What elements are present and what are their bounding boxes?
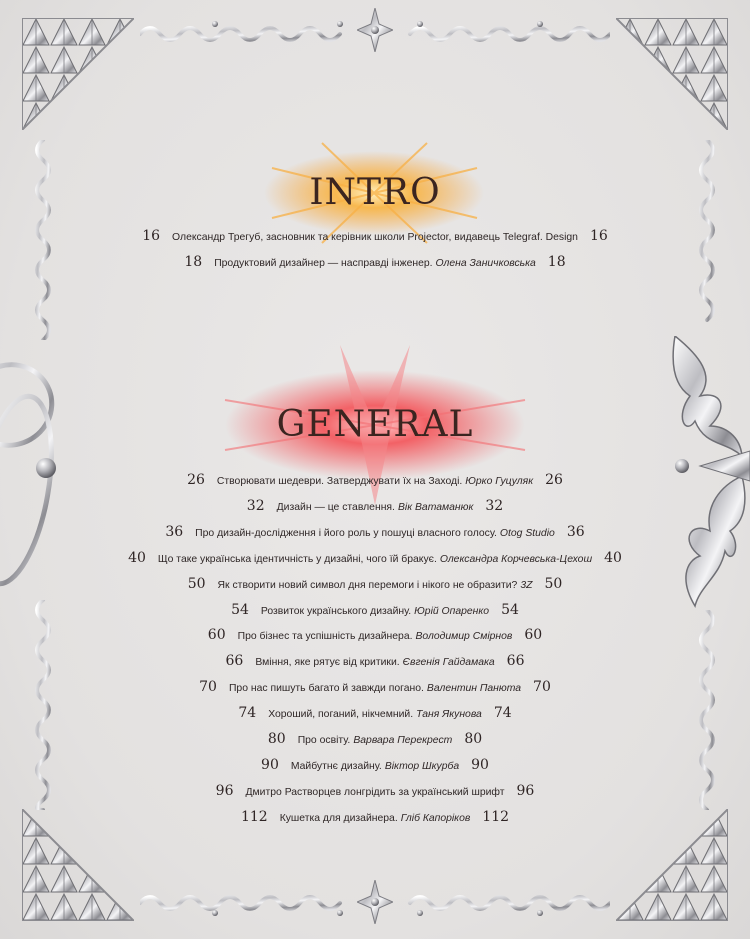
star-ornament-icon	[357, 880, 393, 929]
entry-author: Євгенія Гайдамака	[402, 657, 495, 669]
page-number: 26	[187, 472, 205, 488]
page-number: 50	[544, 575, 563, 592]
page-number: 18	[547, 254, 566, 270]
entry-author: Олена Заничковська	[435, 258, 536, 269]
entry-title: Дмитро Растворцев лонгрідить за український шрифт	[245, 786, 505, 798]
entry-title: Про дизайн-дослідження і його роль у пошуці власного голосу.	[195, 527, 497, 539]
entry-title: Олександр Трегуб, засновник та керівник школи Projector, видавець Telegraf. Design	[172, 232, 578, 243]
page-number: 18	[184, 254, 203, 270]
corner-pyramid-icon	[616, 18, 728, 130]
page-number: 80	[464, 731, 483, 747]
entry-author: Otog Studio	[499, 527, 555, 539]
page-number: 96	[215, 782, 234, 799]
page-number: 36	[566, 523, 585, 540]
entry-title: Продуктовий дизайнер — насправді інженер.	[214, 258, 433, 269]
intro-heading: INTRO	[309, 172, 441, 213]
entry-title: Про бізнес та успішність дизайнера.	[237, 631, 413, 643]
entry-author: Гліб Капоріков	[400, 812, 471, 824]
entry-title: Про нас пишуть багато й завжди погано.	[228, 683, 424, 695]
contents-entry[interactable]	[0, 783, 750, 805]
entry-title: Що таке українська ідентичність у дизайні, чого їй бракує.	[157, 553, 437, 565]
contents-entry[interactable]	[0, 498, 750, 520]
entry-author: Володимир Смірнов	[415, 631, 513, 643]
contents-entry[interactable]	[0, 524, 750, 546]
page-number: 16	[142, 228, 161, 244]
page-number: 66	[225, 653, 244, 670]
entry-title: Кушетка для дизайнера.	[279, 812, 398, 824]
contents-entry[interactable]	[0, 627, 750, 649]
entry-author: Олександра Корчевська-Цехош	[439, 553, 593, 565]
page-number: 40	[604, 549, 622, 566]
page-number: 66	[506, 653, 525, 670]
page-number: 74	[238, 705, 257, 722]
entry-author: Віктор Шкурба	[384, 760, 460, 772]
contents-entry[interactable]	[0, 550, 750, 572]
contents-entry[interactable]	[0, 809, 750, 831]
page-number: 74	[493, 705, 512, 722]
page-number: 96	[516, 782, 535, 799]
corner-pyramid-icon	[22, 18, 134, 130]
page-number: 40	[128, 549, 146, 566]
contents-entry[interactable]	[0, 228, 750, 250]
entry-title: Майбутнє дизайну.	[290, 760, 382, 772]
entry-author: Юрко Гуцуляк	[465, 476, 534, 487]
general-heading: GENERAL	[276, 404, 474, 445]
entry-author: Вік Ватаманюк	[397, 501, 474, 513]
entry-title: Про освіту.	[297, 735, 351, 746]
entry-author: 3Z	[520, 579, 533, 591]
entry-title: Дизайн — це ставлення.	[276, 501, 395, 513]
page-number: 26	[545, 472, 563, 488]
page-number: 60	[207, 627, 226, 644]
entry-title: Вміння, яке рятує від критики.	[255, 657, 400, 669]
contents-entry[interactable]	[0, 679, 750, 701]
contents-entry[interactable]	[0, 757, 750, 779]
page-number: 32	[485, 497, 504, 514]
entry-title: Розвиток українського дизайну.	[260, 605, 412, 617]
page-number: 36	[165, 523, 184, 540]
page-number: 80	[267, 731, 286, 747]
entry-title: Хороший, поганий, нікчемний.	[268, 709, 414, 721]
entry-title: Як створити новий символ дня перемоги і нікого не образити?	[217, 579, 518, 591]
page-number: 54	[231, 601, 249, 618]
contents-entry[interactable]	[0, 705, 750, 727]
contents-entry[interactable]	[0, 602, 750, 624]
page-number: 54	[501, 601, 519, 618]
page-number: 90	[471, 756, 489, 773]
page-number: 70	[199, 679, 217, 696]
entry-author: Валентин Панюта	[426, 683, 522, 695]
contents-entry[interactable]	[0, 576, 750, 598]
page-number: 16	[589, 228, 608, 244]
entry-author: Юрій Опаренко	[414, 605, 490, 617]
page-number: 50	[187, 575, 206, 592]
star-ornament-icon	[357, 8, 393, 57]
entry-author: Таня Якунова	[416, 709, 482, 721]
page-number: 112	[240, 808, 268, 825]
page-number: 90	[261, 756, 279, 773]
contents-entry[interactable]	[0, 731, 750, 753]
page-number: 70	[533, 679, 551, 696]
entry-author: Варвара Перекрест	[353, 735, 453, 746]
contents-entry[interactable]	[0, 653, 750, 675]
page-number: 60	[524, 627, 543, 644]
page-number: 32	[246, 497, 265, 514]
entry-title: Створювати шедеври. Затверджувати їх на Заході.	[216, 476, 463, 487]
contents-entry[interactable]	[0, 254, 750, 276]
contents-entry[interactable]	[0, 472, 750, 494]
page-number: 112	[482, 808, 510, 825]
